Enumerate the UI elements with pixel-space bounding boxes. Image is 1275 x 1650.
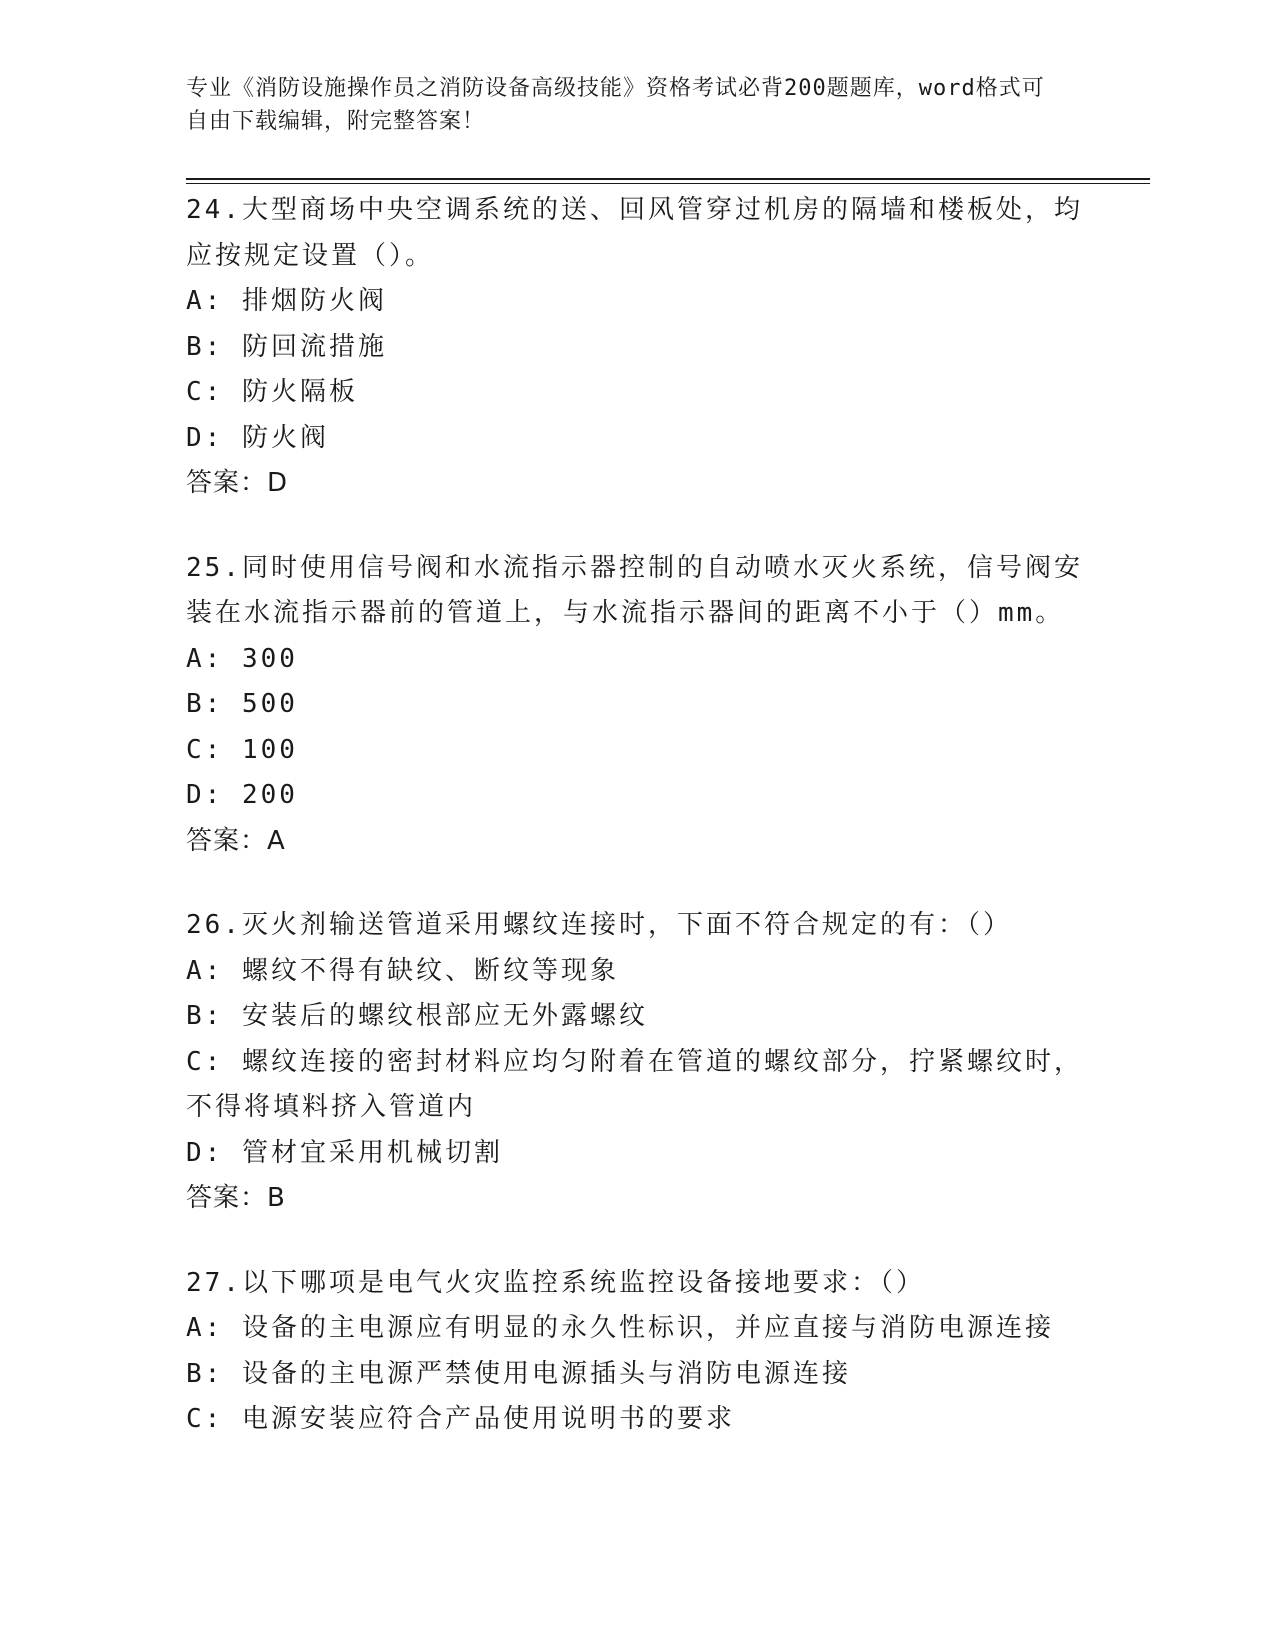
question-stem: 27.以下哪项是电气火灾监控系统监控设备接地要求：（）: [186, 1267, 925, 1298]
option-d: D: 200: [186, 780, 298, 810]
option-c: C: 防火隔板: [186, 377, 358, 407]
option-b: B: 防回流措施: [186, 331, 387, 362]
answer-label: 答案：B: [186, 1183, 286, 1213]
option-a: A: 设备的主电源应有明显的永久性标识，并应直接与消防电源连接: [186, 1313, 1054, 1343]
option-b: B: 设备的主电源严禁使用电源插头与消防电源连接: [186, 1358, 851, 1389]
option-d: D: 防火阀: [186, 422, 329, 453]
answer-label: 答案：D: [186, 468, 289, 498]
question-stem: 24.大型商场中央空调系统的送、回风管穿过机房的隔墙和楼板处，均应按规定设置（）。: [186, 195, 1083, 271]
header-rule-thick: [186, 178, 1150, 180]
question-27: [186, 1261, 1086, 1443]
option-c: C: 100: [186, 734, 298, 765]
question-stem: 26.灭火剂输送管道采用螺纹连接时，下面不符合规定的有：（）: [186, 910, 1012, 940]
question-26: [186, 903, 1086, 1222]
question-stem: 25.同时使用信号阀和水流指示器控制的自动喷水灭火系统，信号阀安装在水流指示器前的管道上，与水流指示器间的距离不小于（）mm。: [186, 552, 1083, 628]
option-a: A: 300: [186, 643, 298, 674]
option-c: C: 电源安装应符合产品使用说明书的要求: [186, 1404, 735, 1434]
option-b: B: 安装后的螺纹根部应无外露螺纹: [186, 1001, 648, 1031]
option-c: C: 螺纹连接的密封材料应均匀附着在管道的螺纹部分，拧紧螺纹时，不得将填料挤入管道内: [186, 1046, 1083, 1122]
question-24: [186, 188, 1086, 507]
question-list: [186, 188, 1086, 1482]
option-a: A: 螺纹不得有缺纹、断纹等现象: [186, 955, 619, 986]
option-b: B: 500: [186, 689, 298, 719]
question-25: [186, 546, 1086, 865]
option-d: D: 管材宜采用机械切割: [186, 1137, 503, 1168]
header-rule-thin: [186, 183, 1150, 184]
document-header: 专业《消防设施操作员之消防设备高级技能》资格考试必背200题题库，word格式可自由下载编辑，附完整答案！: [186, 76, 1045, 134]
option-a: A: 排烟防火阀: [186, 286, 387, 316]
answer-label: 答案：A: [186, 825, 286, 856]
